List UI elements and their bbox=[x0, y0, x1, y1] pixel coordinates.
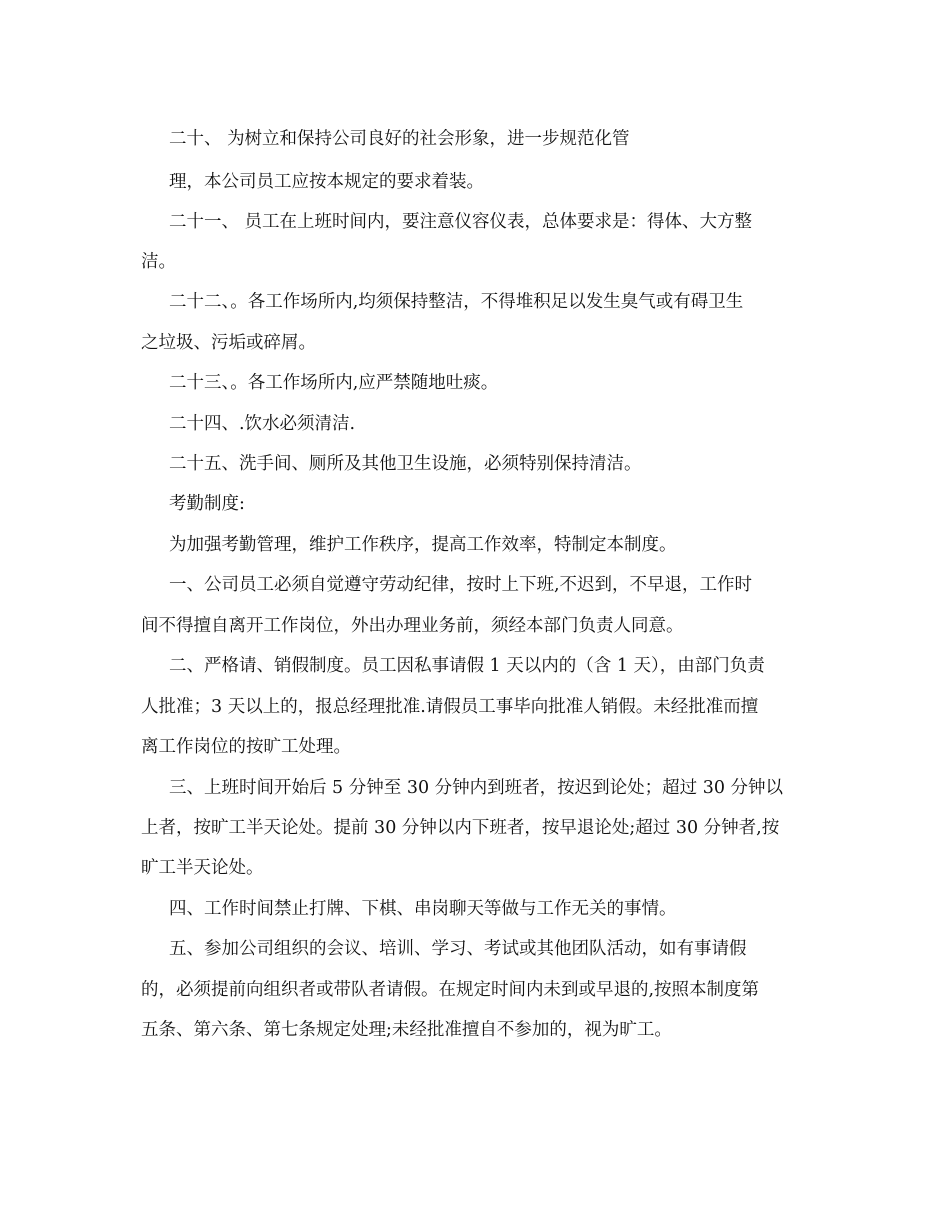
paragraph-line-1: 二十、 为树立和保持公司良好的社会形象，进一步规范化管 bbox=[169, 129, 630, 149]
paragraph-line-9: 二十五、洗手间、厕所及其他卫生设施，必须特别保持清洁。 bbox=[169, 454, 642, 474]
paragraph-line-14: 二、严格请、销假制度。员工因私事请假 1 天以内的（含 1 天），由部门负责 bbox=[169, 656, 765, 676]
paragraph-line-7: 二十三、。各工作场所内,应严禁随地吐痰。 bbox=[169, 373, 499, 393]
paragraph-line-2: 理，本公司员工应按本规定的要求着装。 bbox=[169, 172, 484, 192]
paragraph-line-23: 五条、第六条、第七条规定处理;未经批准擅自不参加的，视为旷工。 bbox=[141, 1020, 672, 1040]
paragraph-line-22: 的，必须提前向组织者或带队者请假。在规定时间内未到或早退的,按照本制度第 bbox=[141, 980, 760, 1000]
paragraph-line-11: 为加强考勤管理，维护工作秩序，提高工作效率，特制定本制度。 bbox=[169, 535, 677, 555]
section-heading: 考勤制度: bbox=[169, 494, 245, 514]
paragraph-line-16: 离工作岗位的按旷工处理。 bbox=[141, 737, 351, 757]
paragraph-line-20: 四、工作时间禁止打牌、下棋、串岗聊天等做与工作无关的事情。 bbox=[169, 899, 677, 919]
paragraph-line-21: 五、参加公司组织的会议、培训、学习、考试或其他团队活动，如有事请假 bbox=[169, 939, 747, 959]
paragraph-line-15: 人批准；3 天以上的，报总经理批准.请假员工事毕向批准人销假。未经批准而擅 bbox=[141, 697, 759, 717]
paragraph-line-12: 一、公司员工必须自觉遵守劳动纪律，按时上下班,不迟到，不早退，工作时 bbox=[169, 575, 753, 595]
paragraph-line-18: 上者，按旷工半天论处。提前 30 分钟以内下班者，按早退论处;超过 30 分钟者,按 bbox=[141, 818, 780, 838]
paragraph-line-4: 洁。 bbox=[141, 252, 176, 272]
paragraph-line-8: 二十四、.饮水必须清洁. bbox=[169, 414, 356, 434]
paragraph-line-3: 二十一、 员工在上班时间内，要注意仪容仪表，总体要求是：得体、大方整 bbox=[169, 212, 753, 232]
paragraph-line-19: 旷工半天论处。 bbox=[141, 858, 264, 878]
paragraph-line-17: 三、上班时间开始后 5 分钟至 30 分钟内到班者，按迟到论处；超过 30 分钟以 bbox=[169, 778, 784, 798]
paragraph-line-6: 之垃圾、污垢或碎屑。 bbox=[141, 333, 316, 353]
paragraph-line-13: 间不得擅自离开工作岗位，外出办理业务前，须经本部门负责人同意。 bbox=[141, 616, 684, 636]
paragraph-line-5: 二十二、。各工作场所内,均须保持整洁，不得堆积足以发生臭气或有碍卫生 bbox=[169, 292, 744, 312]
